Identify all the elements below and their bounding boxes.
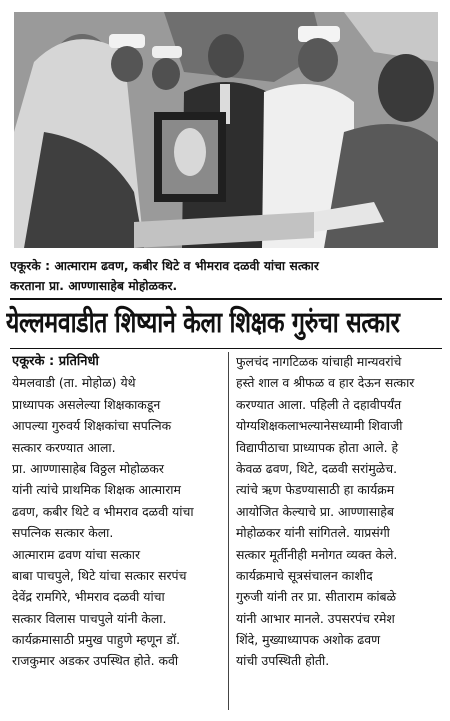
article-line: यांनी त्यांचे प्राथमिक शिक्षक आत्माराम [12,482,181,498]
article-column-right [236,351,444,672]
article-line: कार्यक्रमासाठी प्रमुख पाहुणे म्हणून डॉ. [12,632,181,648]
article-line: सत्कार विलास पाचपुले यांनी केला. [12,610,167,626]
article-line: आपल्या गुरुवर्य शिक्षकांचा सपत्निक [12,418,172,434]
article-line: प्राध्यापक असलेल्या शिक्षकाकडून [12,396,161,412]
article-line: करण्यात आला. पहिली ते दहावीपर्यंत [236,396,402,412]
article-line: गुरुजी यांनी तर प्रा. सीताराम कांबळे [236,589,397,605]
article-line: शिंदे, मुख्याध्यापक अशोक ढवण [236,632,381,648]
photo-caption [10,256,442,296]
article-line: सपत्निक सत्कार केला. [12,525,114,541]
caption-line: एकूरके : आत्माराम ढवण, कबीर थिटे व भीमराव दळवी यांचा सत्कार [10,259,319,273]
article-line: सत्कार मूर्तीनीही मनोगत व्यक्त केले. [236,546,398,562]
column-divider [228,352,229,710]
news-photo [14,12,438,248]
article-line: राजकुमार अडकर उपस्थित होते. कवी [12,653,179,669]
article-line: सत्कार करण्यात आला. [12,439,116,455]
article-line: आयोजित केल्याचे प्रा. आण्णासाहेब [236,503,394,519]
article-line: केवळ ढवण, थिटे, दळवी सरांमुळेच. [236,460,398,476]
article-line: बाबा पाचपुले, थिटे यांचा सत्कार सरपंच [12,567,187,583]
article-line: येमलवाडी (ता. मोहोळ) येथे [12,375,136,391]
article-line: योग्यशिक्षकलाभल्यानेसध्यामी शिवाजी [236,418,403,434]
article-line: फुलचंद नागटिळक यांचाही मान्यवरांचे [236,354,402,369]
article-column-left [12,351,224,672]
headline: येल्लमवाडीत शिष्याने केला शिक्षक गुरुंचा सत्कार [6,306,400,340]
article-line: ढवण, कबीर थिटे व भीमराव दळवी यांचा [12,503,194,519]
article-line: त्यांचे ऋण फेडण्यासाठी हा कार्यक्रम [236,482,395,498]
article-line: आत्माराम ढवण यांचा सत्कार [12,546,141,562]
article-line: हस्ते शाल व श्रीफळ व हार देऊन सत्कार [236,375,415,391]
article-line: यांनी आभार मानले. उपसरपंच रमेश [236,610,395,626]
article-line: देवेंद्र रामगिरे, भीमराव दळवी यांचा [12,589,165,605]
headline-bottom-rule [10,348,442,349]
article-line: मोहोळकर यांनी सांगितले. याप्रसंगी [236,525,390,541]
byline: एकूरके : प्रतिनिधी [12,354,99,369]
caption-line: करताना प्रा. आण्णासाहेब मोहोळकर. [10,279,178,293]
felicitation-photo [14,12,438,248]
article-line: कार्यक्रमाचे सूत्रसंचालन काशीद [236,567,373,583]
article-line: यांची उपस्थिती होती. [236,653,330,669]
article-line: विद्यापीठाचा प्राध्यापक होता आले. हे [236,439,399,455]
article-line: प्रा. आण्णासाहेब विठ्ठल मोहोळकर [12,460,164,476]
